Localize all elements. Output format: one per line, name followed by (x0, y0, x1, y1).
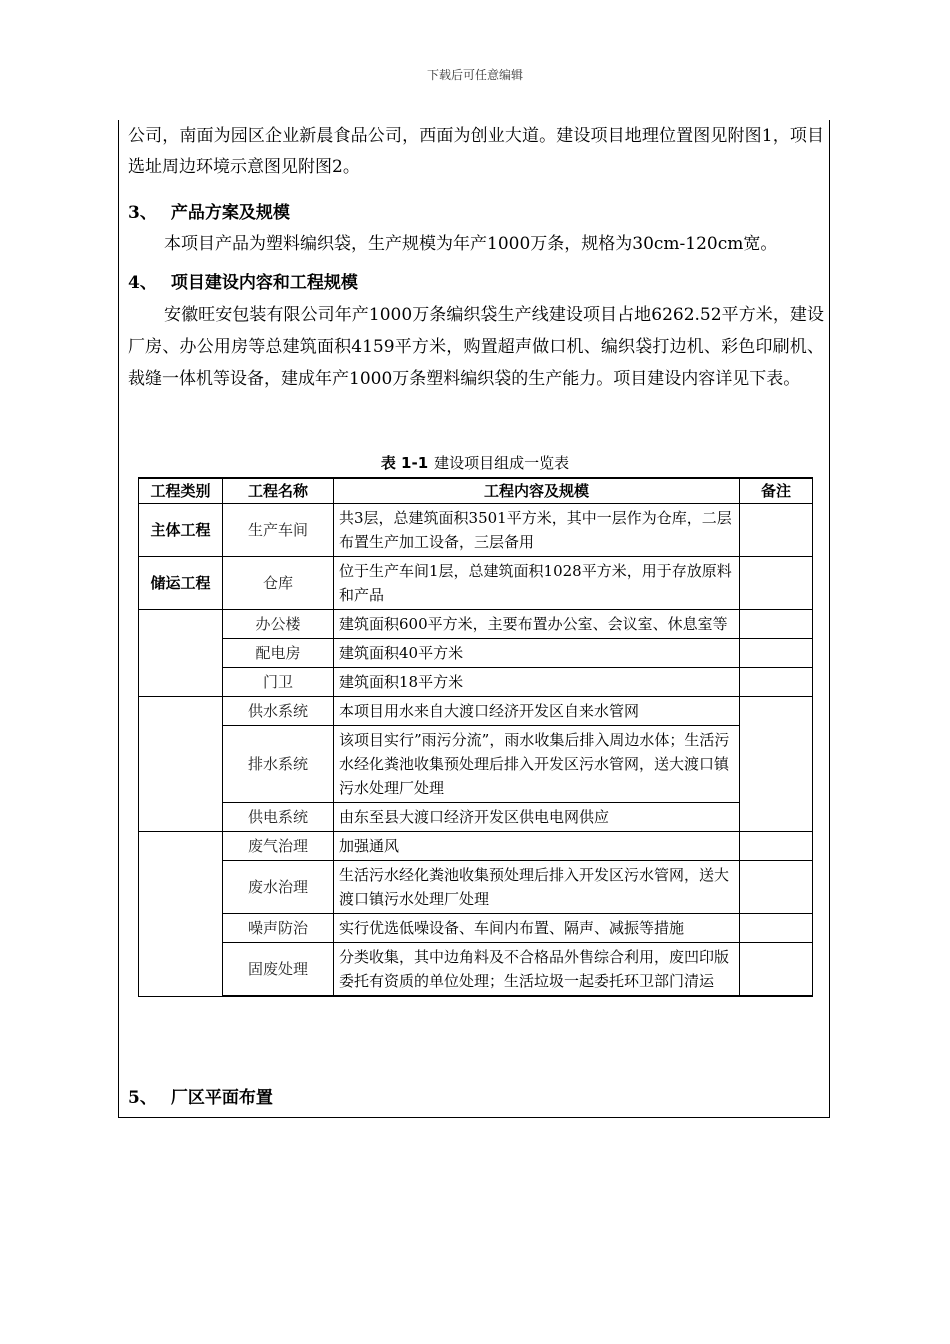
row-note (740, 943, 813, 997)
row-name: 废水治理 (223, 861, 334, 914)
row-content: 共3层，总建筑面积3501平方米，其中一层作为仓库，二层布置生产加工设备，三层备用 (334, 504, 740, 557)
row-name: 门卫 (223, 668, 334, 697)
table-row (139, 861, 813, 914)
row-name: 仓库 (223, 557, 334, 610)
row-content: 建筑面积18平方米 (334, 668, 740, 697)
row-content: 实行优选低噪设备、车间内布置、隔声、减振等措施 (334, 914, 740, 943)
row-category: 主体工程 (139, 504, 223, 557)
row-note (740, 504, 813, 557)
table-header-row (139, 478, 813, 504)
row-name: 生产车间 (223, 504, 334, 557)
row-name: 废气治理 (223, 832, 334, 861)
table-row (139, 943, 813, 997)
header-note: 备注 (740, 478, 813, 504)
row-content: 位于生产车间1层，总建筑面积1028平方米，用于存放原料和产品 (334, 557, 740, 610)
row-name: 配电房 (223, 639, 334, 668)
table-row (139, 504, 813, 557)
table-row (139, 914, 813, 943)
row-note (740, 914, 813, 943)
section-4-title: 项目建设内容和工程规模 (170, 273, 358, 293)
section-3-title: 产品方案及规模 (170, 203, 290, 223)
section-4-number: 4、 (128, 273, 157, 293)
row-name: 办公楼 (223, 610, 334, 639)
table-caption-title: 建设项目组成一览表 (434, 454, 570, 472)
table-row (139, 639, 813, 668)
row-note (740, 610, 813, 639)
table-row (139, 832, 813, 861)
row-content: 加强通风 (334, 832, 740, 861)
section-4-body: 安徽旺安包装有限公司年产1000万条编织袋生产线建设项目占地6262.52平方米，建设厂房、办公用房等总建筑面积4159平方米，购置超声做口机、编织袋打边机、彩色印刷机、裁缝一体机等设备，建成年产1000万条塑料编织袋的生产能力。项目建设内容详见下表。 (128, 305, 824, 389)
row-name: 排水系统 (223, 726, 334, 803)
row-note (740, 697, 813, 832)
row-note (740, 861, 813, 914)
section-3-number: 3、 (128, 203, 157, 223)
row-content: 分类收集，其中边角料及不合格品外售综合利用，废凹印版委托有资质的单位处理；生活垃圾一起委托环卫部门清运 (334, 943, 740, 997)
section-3-heading (128, 198, 290, 223)
row-content: 由东至县大渡口经济开发区供电电网供应 (334, 803, 740, 832)
row-name: 噪声防治 (223, 914, 334, 943)
row-name: 供电系统 (223, 803, 334, 832)
row-content: 建筑面积40平方米 (334, 639, 740, 668)
table-row (139, 726, 813, 803)
table-row (139, 557, 813, 610)
row-category (139, 832, 223, 997)
row-content: 生活污水经化粪池收集预处理后排入开发区污水管网，送大渡口镇污水处理厂处理 (334, 861, 740, 914)
row-note (740, 668, 813, 697)
table-row (139, 697, 813, 726)
row-content: 本项目用水来自大渡口经济开发区自来水管网 (334, 697, 740, 726)
section-3-body: 本项目产品为塑料编织袋，生产规模为年产1000万条，规格为30cm-120cm宽。 (164, 234, 778, 254)
project-composition-table (138, 477, 813, 997)
row-category (139, 610, 223, 697)
page-header-note: 下载后可任意编辑 (426, 68, 523, 82)
section-5-heading (128, 1083, 273, 1108)
section-5-number: 5、 (128, 1088, 157, 1108)
header-name: 工程名称 (223, 478, 334, 504)
header-category: 工程类别 (139, 478, 223, 504)
row-category (139, 697, 223, 832)
row-content: 建筑面积600平方米，主要布置办公室、会议室、休息室等 (334, 610, 740, 639)
row-note (740, 639, 813, 668)
row-category: 储运工程 (139, 557, 223, 610)
header-content: 工程内容及规模 (334, 478, 740, 504)
table-row (139, 803, 813, 832)
table-row (139, 668, 813, 697)
row-name: 供水系统 (223, 697, 334, 726)
table-row (139, 610, 813, 639)
row-content: 该项目实行”雨污分流”，雨水收集后排入周边水体；生活污水经化粪池收集预处理后排入开发区污水管网，送大渡口镇污水处理厂处理 (334, 726, 740, 803)
section-5-title: 厂区平面布置 (170, 1088, 273, 1108)
row-note (740, 832, 813, 861)
row-note (740, 557, 813, 610)
section-4-heading (128, 268, 358, 293)
table-caption-number: 表 1-1 (380, 454, 429, 472)
intro-paragraph: 公司，南面为园区企业新晨食品公司，西面为创业大道。建设项目地理位置图见附图1，项目选址周边环境示意图见附图2。 (128, 126, 824, 177)
table-caption (0, 452, 950, 473)
row-name: 固废处理 (223, 943, 334, 997)
